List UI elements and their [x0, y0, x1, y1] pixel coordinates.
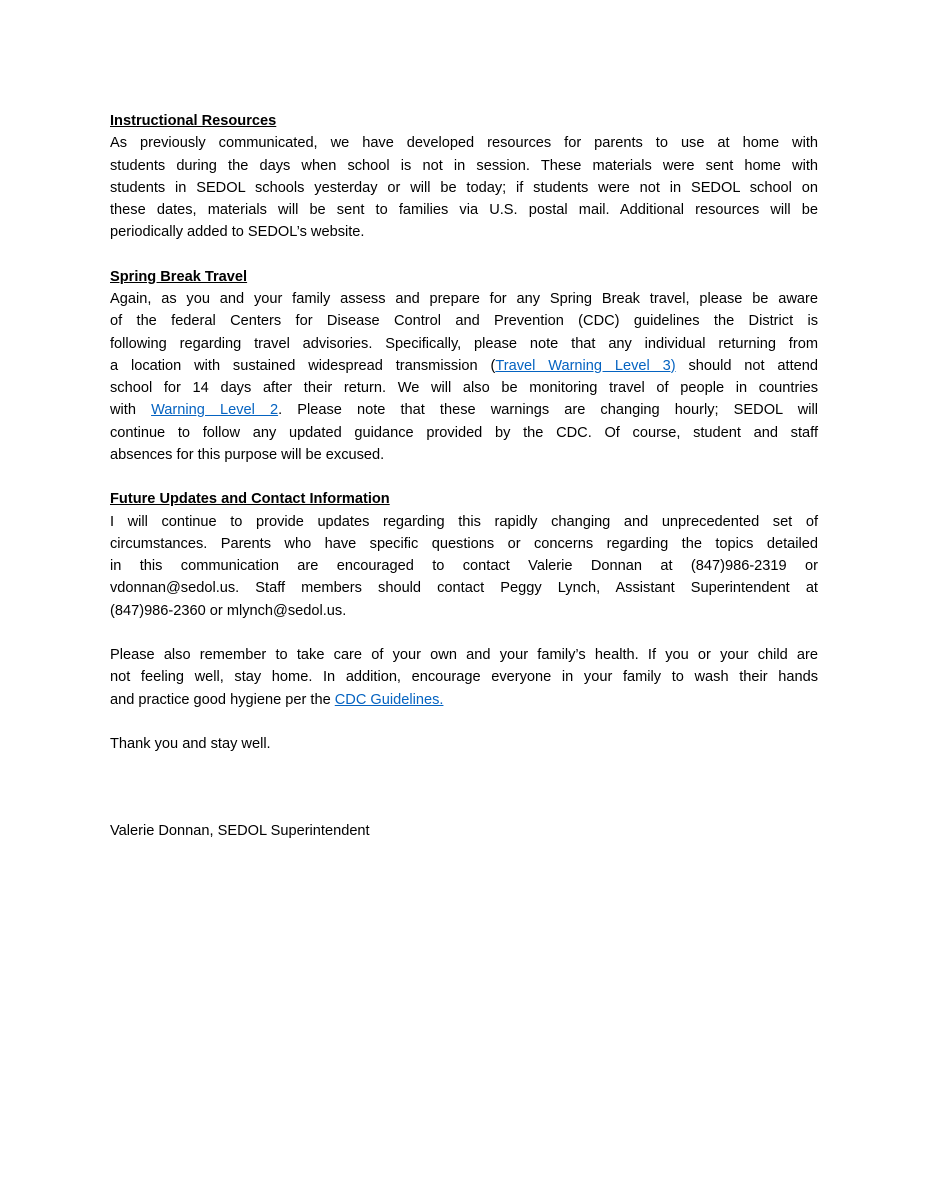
section: [110, 733, 818, 755]
text-line: I will continue to provide updates regarding this rapidly changing and unprecedented set of: [110, 513, 818, 530]
section-heading: Spring Break Travel: [110, 268, 248, 285]
text-line: [110, 355, 818, 377]
text-segment: a location with sustained widespread transmission (: [110, 357, 496, 374]
signature: Valerie Donnan, SEDOL Superintendent: [110, 823, 370, 839]
text-segment: . Please note that these warnings are changing hourly; SEDOL will: [278, 402, 818, 419]
text-line: students during the days when school is not in session. These materials were sent home with: [110, 157, 818, 174]
text-line: school for 14 days after their return. We will also be monitoring travel of people in countries: [110, 380, 818, 396]
text-line: these dates, materials will be sent to families via U.S. postal mail. Additional resources will be: [110, 202, 818, 218]
hyperlink[interactable]: Travel Warning Level 3): [495, 357, 676, 374]
text-line: periodically added to SEDOL’s website.: [110, 224, 365, 241]
text-line: circumstances. Parents who have specific questions or concerns regarding the topics detailed: [110, 535, 818, 552]
text-line: Thank you and stay well.: [110, 736, 271, 752]
section: [110, 488, 818, 622]
hyperlink[interactable]: Warning Level 2: [151, 402, 279, 419]
text-segment: should not attend: [675, 357, 819, 374]
text-line: [110, 689, 818, 711]
text-line: not feeling well, stay home. In addition, encourage everyone in your family to wash their hands: [110, 669, 818, 686]
letter-body: [110, 110, 818, 778]
section: [110, 110, 818, 244]
text-segment: and practice good hygiene per the: [110, 691, 335, 708]
section-heading: Instructional Resources: [110, 113, 277, 129]
text-line: continue to follow any updated guidance provided by the CDC. Of course, student and staff: [110, 424, 818, 441]
section: [110, 266, 818, 466]
hyperlink[interactable]: CDC Guidelines.: [334, 691, 444, 708]
text-line: absences for this purpose will be excused.: [110, 446, 385, 463]
section: [110, 644, 818, 711]
text-line: [110, 399, 818, 421]
text-line: vdonnan@sedol.us. Staff members should contact Peggy Lynch, Assistant Superintendent at: [110, 580, 818, 597]
section-heading: Future Updates and Contact Information: [110, 491, 390, 508]
text-line: As previously communicated, we have developed resources for parents to use at home with: [110, 135, 818, 152]
text-line: Please also remember to take care of your own and your family’s health. If you or your child are: [110, 647, 818, 663]
text-segment: with: [110, 402, 152, 419]
text-line: (847)986-2360 or mlynch@sedol.us.: [110, 602, 347, 619]
text-line: Again, as you and your family assess and prepare for any Spring Break travel, please be aware: [110, 291, 818, 307]
text-line: of the federal Centers for Disease Control and Prevention (CDC) guidelines the District is: [110, 313, 818, 330]
text-line: in this communication are encouraged to contact Valerie Donnan at (847)986-2319 or: [110, 558, 818, 574]
text-line: students in SEDOL schools yesterday or will be today; if students were not in SEDOL school on: [110, 179, 818, 196]
text-line: following regarding travel advisories. Specifically, please note that any individual returning from: [110, 335, 818, 352]
